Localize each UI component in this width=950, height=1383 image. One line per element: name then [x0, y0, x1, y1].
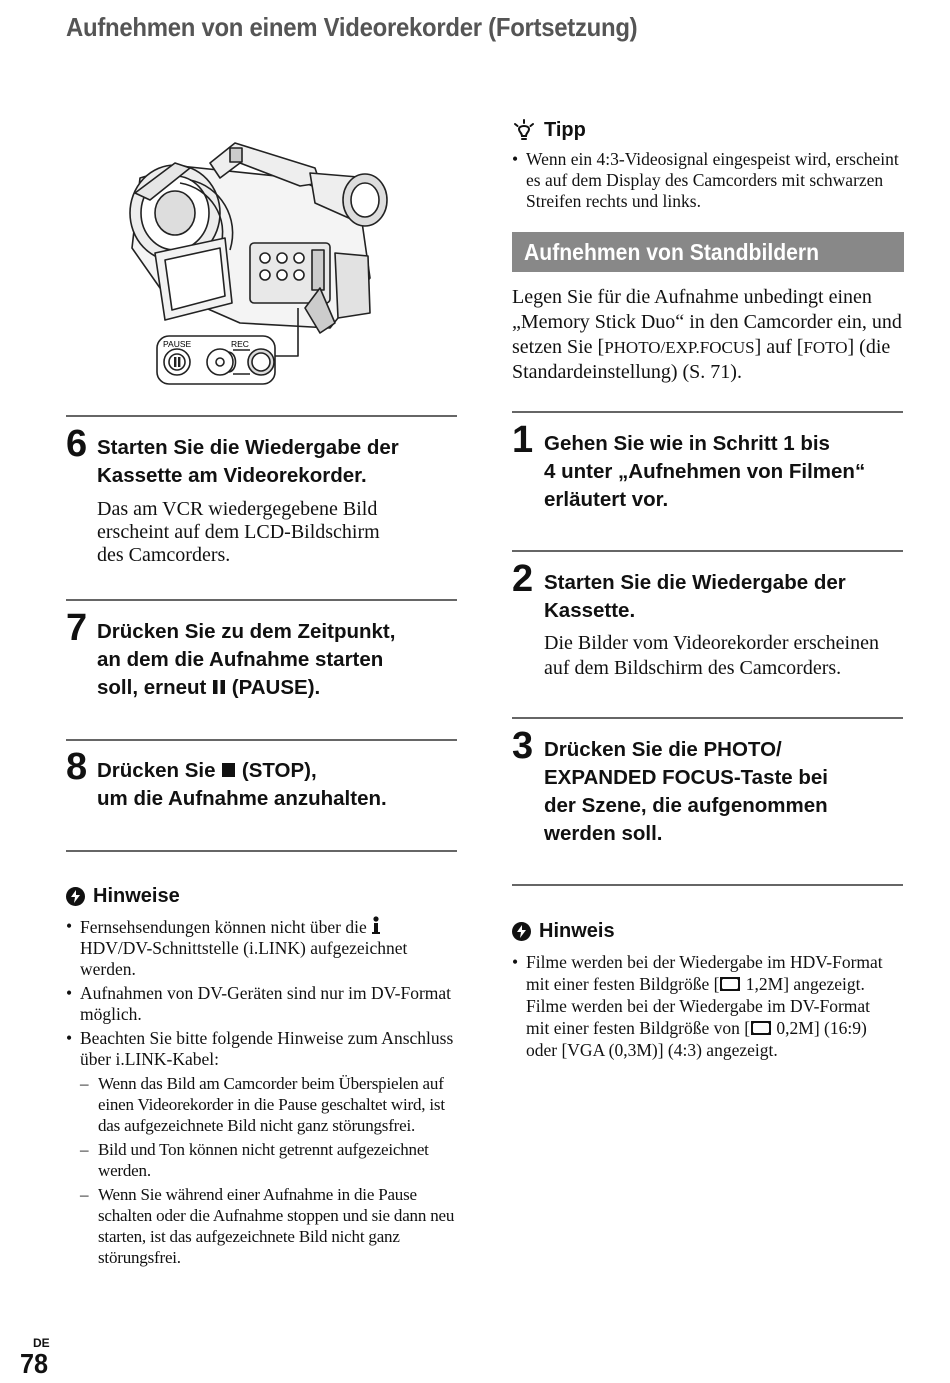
step-heading	[97, 434, 399, 490]
sub-list	[80, 1073, 456, 1268]
step-8	[66, 747, 457, 837]
tipp-title: Tipp	[544, 118, 586, 141]
step-heading-line	[97, 674, 395, 702]
note-icon	[512, 922, 531, 941]
step-body-line: Das am VCR wiedergegebene Bild	[97, 498, 378, 520]
list-item: • Wenn ein 4:3-Videosignal eingespeist wird, erscheint es auf dem Display des Camcorders mit schwarzen Streifen rechts und links.	[512, 149, 902, 212]
step-heading-line: Starten Sie die Wiedergabe der	[97, 436, 399, 459]
step-heading-line: Drücken Sie die PHOTO/	[544, 738, 782, 761]
section-intro	[512, 285, 907, 385]
ilink-icon	[371, 916, 381, 935]
step-body-line: Die Bilder vom Videorekorder erscheinen	[544, 632, 879, 654]
step-heading	[97, 618, 395, 702]
sub-list-item: – Bild und Ton können nicht getrennt aufgezeichnet werden.	[80, 1139, 456, 1181]
list-item-text: Filme werden bei der Wiedergabe im HDV-Format mit einer festen Bildgröße [	[526, 952, 883, 994]
step-heading	[97, 757, 387, 813]
step-heading-line: Starten Sie die Wiedergabe der	[544, 571, 846, 594]
list-item-text: Fernsehsendungen können nicht über die	[80, 917, 372, 937]
step-heading-line: der Szene, die aufgenommen	[544, 794, 828, 817]
step-heading-line: 4 unter „Aufnehmen von Filmen“	[544, 460, 866, 483]
step-heading-line: Kassette am Videorekorder.	[97, 464, 367, 487]
menu-item-name: PHOTO/EXP.FOCUS	[604, 338, 755, 357]
step-2	[512, 559, 903, 709]
page-title: Aufnehmen von einem Videorekorder (Fortsetzung)	[66, 12, 638, 42]
page-number: 78	[20, 1348, 49, 1379]
divider	[512, 884, 903, 886]
step-heading-text: soll, erneut	[97, 676, 213, 699]
list-item	[66, 1028, 456, 1268]
tipp-list	[512, 149, 902, 215]
step-heading-line: um die Aufnahme anzuhalten.	[97, 787, 387, 810]
step-body	[544, 631, 879, 681]
hinweise-list	[66, 916, 456, 1271]
step-3	[512, 726, 903, 866]
hinweis-title: Hinweis	[539, 920, 615, 942]
divider	[512, 550, 903, 552]
step-heading	[544, 736, 828, 848]
rec-label: REC	[231, 339, 249, 349]
step-number: 1	[512, 419, 534, 461]
step-heading	[544, 430, 865, 514]
section-title: Aufnehmen von Standbildern	[524, 239, 820, 265]
menu-item-name: FOTO	[803, 338, 848, 357]
divider	[512, 717, 903, 719]
list-item	[512, 951, 897, 1061]
step-heading-line: Kassette.	[544, 599, 636, 622]
image-size-icon	[750, 1020, 772, 1036]
list-item-text: HDV/DV-Schnittstelle (i.LINK) aufgezeichnet werden.	[80, 938, 408, 979]
hinweis-list	[512, 951, 897, 1064]
divider	[66, 850, 457, 852]
note-icon	[66, 887, 85, 906]
step-heading-line: an dem die Aufnahme starten	[97, 648, 384, 671]
pause-icon	[212, 679, 226, 695]
intro-text: ] (die Standardeinstellung) (S. 71).	[512, 336, 891, 383]
list-item-text: Beachten Sie bitte folgende Hinweise zum Anschluss über i.LINK-Kabel:	[80, 1028, 454, 1069]
step-body-line: erscheint auf dem LCD-Bildschirm	[97, 521, 380, 543]
step-heading-line: Drücken Sie zu dem Zeitpunkt,	[97, 620, 396, 643]
step-heading-text: (STOP),	[236, 759, 317, 782]
intro-text: Legen Sie für die Aufnahme unbedingt einen „Memory Stick Duo“ in den Camcorder ein, und setzen Sie [	[512, 286, 902, 358]
step-number: 2	[512, 558, 534, 600]
step-body	[97, 498, 380, 567]
list-item-text: 0,2M] (16:9) oder [VGA (0,3M)] (4:3) angezeigt.	[526, 1018, 867, 1060]
sub-list-item: – Wenn das Bild am Camcorder beim Überspielen auf einen Videorekorder in die Pause geschaltet wird, ist das aufgezeichnete Bild nicht ganz störungsfrei.	[80, 1073, 456, 1136]
divider	[66, 739, 457, 741]
step-body-line: auf dem Bildschirm des Camcorders.	[544, 657, 842, 679]
step-number: 8	[66, 746, 88, 788]
divider	[66, 415, 457, 417]
step-7	[66, 608, 457, 728]
step-1	[512, 420, 903, 540]
divider	[66, 599, 457, 601]
list-item-text: 1,2M] angezeigt. Filme werden bei der Wiedergabe im DV-Format mit einer festen Bildgröße von [	[526, 974, 871, 1038]
hinweise-title: Hinweise	[93, 885, 180, 907]
section-heading-bar	[512, 232, 904, 272]
step-number: 7	[66, 607, 88, 649]
hinweise-heading	[66, 885, 180, 908]
step-body-line: des Camcorders.	[97, 544, 231, 566]
tipp-heading	[512, 118, 586, 142]
step-number: 6	[66, 423, 88, 465]
hinweis-heading	[512, 920, 615, 943]
step-heading-line: EXPANDED FOCUS-Taste bei	[544, 766, 829, 789]
divider	[512, 411, 903, 413]
image-size-icon	[719, 976, 741, 992]
step-6	[66, 424, 457, 594]
step-number: 3	[512, 725, 534, 767]
step-heading-text: (PAUSE).	[226, 676, 321, 699]
step-heading	[544, 569, 846, 625]
step-heading-text: Drücken Sie	[97, 759, 222, 782]
step-heading-line: Gehen Sie wie in Schritt 1 bis	[544, 432, 830, 455]
tip-lightbulb-icon	[512, 118, 536, 142]
pause-label: PAUSE	[163, 339, 192, 349]
step-heading-line: erläutert vor.	[544, 488, 669, 511]
list-item: • Aufnahmen von DV-Geräten sind nur im DV-Format möglich.	[66, 983, 456, 1025]
list-item	[66, 916, 456, 980]
step-heading-line	[97, 757, 387, 785]
sub-list-item: – Wenn Sie während einer Aufnahme in die Pause schalten oder die Aufnahme stoppen und sie dann neu starten, ist das aufgezeichnete Bild nicht ganz störungsfrei.	[80, 1184, 456, 1268]
stop-icon	[221, 762, 236, 778]
camcorder-illustration	[120, 138, 405, 388]
step-heading-line: werden soll.	[544, 822, 663, 845]
footer-language: DE	[33, 1336, 50, 1350]
intro-text: ] auf [	[754, 336, 804, 358]
